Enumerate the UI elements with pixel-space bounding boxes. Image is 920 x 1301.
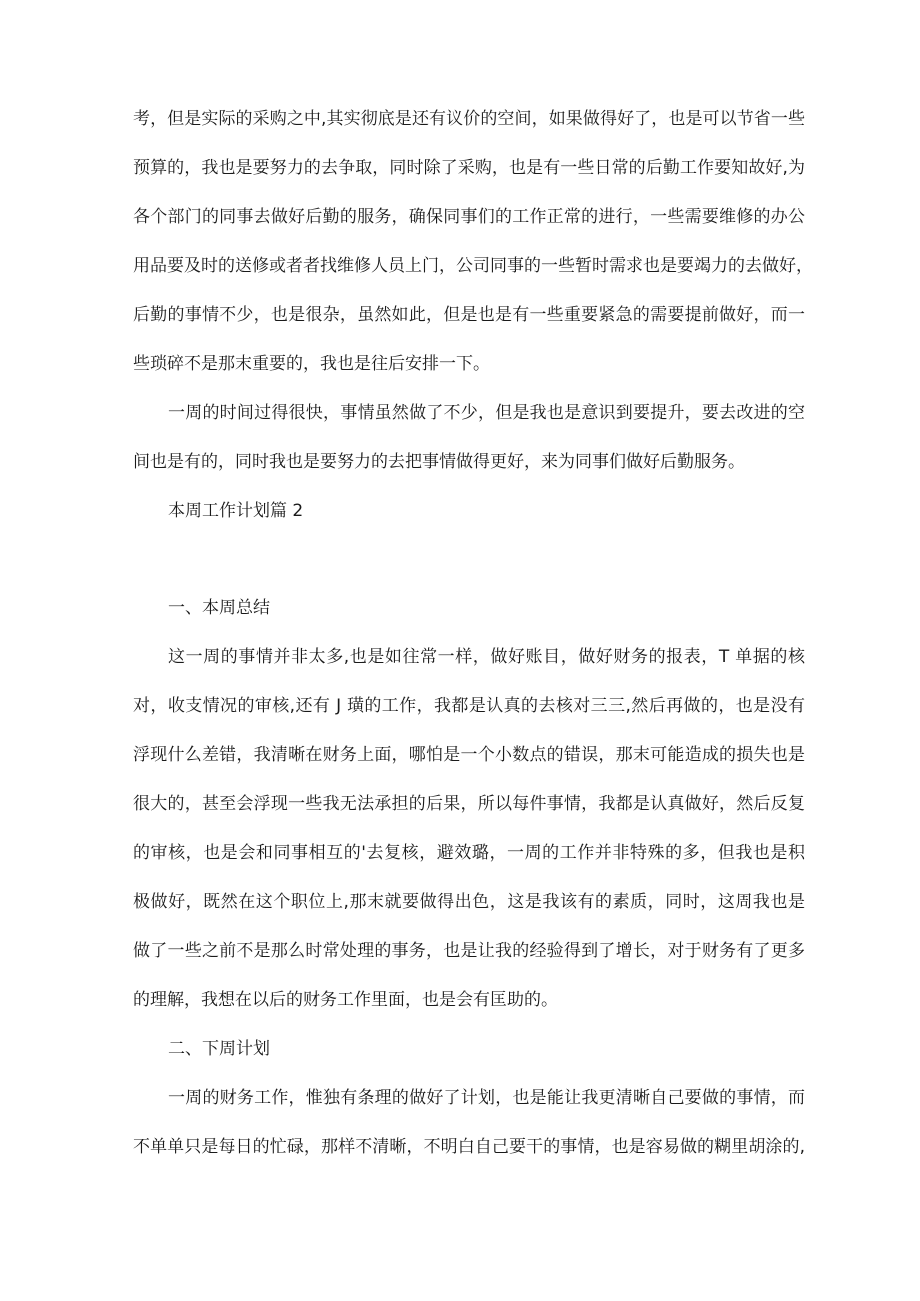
section-heading-summary: 一、本周总结 bbox=[168, 598, 270, 618]
paragraph-line: 预算的，我也是要努力的去争取，同时除了采购，也是有一些日常的后勤工作要知故好,为 bbox=[133, 158, 805, 178]
paragraph-line: 这一周的事情并非太多,也是如往常一样，做好账目，做好财务的报表，T 单据的核 bbox=[168, 647, 805, 667]
paragraph-line: 做了一些之前不是那么时常处理的事务，也是让我的经验得到了增长，对于财务有了更多 bbox=[133, 941, 805, 961]
paragraph-line: 些琐碎不是那末重要的，我也是往后安排一下。 bbox=[133, 354, 490, 374]
paragraph-line: 考，但是实际的采购之中,其实彻底是还有议价的空间，如果做得好了，也是可以节省一些 bbox=[133, 109, 805, 129]
paragraph-line: 不单单只是每日的忙碌，那样不清晰，不明白自己要干的事情，也是容易做的糊里胡涂的, bbox=[133, 1137, 805, 1157]
paragraph-line: 很大的，甚至会浮现一些我无法承担的后果，所以每件事情，我都是认真做好，然后反复 bbox=[133, 794, 805, 814]
paragraph-line: 各个部门的同事去做好后勤的服务，确保同事们的工作正常的进行，一些需要维修的办公 bbox=[133, 207, 805, 227]
paragraph-line: 间也是有的，同时我也是要努力的去把事情做得更好，来为同事们做好后勤服务。 bbox=[133, 452, 745, 472]
paragraph-line: 用品要及时的送修或者者找维修人员上门，公司同事的一些暂时需求也是要竭力的去做好， bbox=[133, 256, 813, 276]
paragraph-line: 的审核，也是会和同事相互的'去复核，避效璐，一周的工作并非特殊的多，但我也是积 bbox=[133, 843, 805, 863]
paragraph-line: 极做好，既然在这个职位上,那末就要做得出色，这是我该有的素质，同时，这周我也是 bbox=[133, 892, 805, 912]
section-heading-next: 二、下周计划 bbox=[168, 1039, 270, 1059]
paragraph-line: 一周的时间过得很快，事情虽然做了不少，但是我也是意识到要提升，要去改进的空 bbox=[168, 403, 805, 423]
paragraph-line: 的理解，我想在以后的财务工作里面，也是会有匡助的。 bbox=[133, 990, 558, 1010]
paragraph-line: 浮现什么差错，我清晰在财务上面，哪怕是一个小数点的错误，那末可能造成的损失也是 bbox=[133, 745, 805, 765]
paragraph-line: 后勤的事情不少，也是很杂，虽然如此，但是也是有一些重要紧急的需要提前做好，而一 bbox=[133, 305, 805, 325]
paragraph-line: 对，收支情况的审核,还有 J 璜的工作，我都是认真的去核对三三,然后再做的，也是没有 bbox=[133, 696, 805, 716]
section-title: 本周工作计划篇 2 bbox=[168, 501, 304, 521]
paragraph-line: 一周的财务工作，惟独有条理的做好了计划，也是能让我更清晰自己要做的事情，而 bbox=[168, 1088, 805, 1108]
